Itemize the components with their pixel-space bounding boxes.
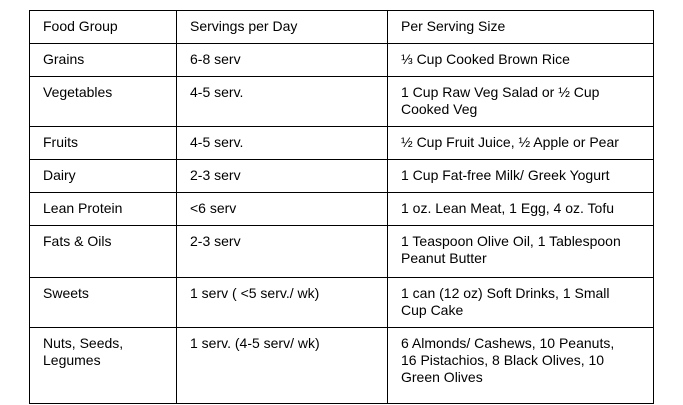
cell-servings-per-day: 6-8 serv bbox=[177, 44, 388, 77]
cell-food-group: Lean Protein bbox=[30, 193, 177, 226]
column-header-servings-per-day: Servings per Day bbox=[177, 11, 388, 44]
cell-food-group: Dairy bbox=[30, 160, 177, 193]
table-row bbox=[30, 193, 654, 226]
table-row bbox=[30, 127, 654, 160]
table-header bbox=[30, 11, 654, 44]
cell-food-group: Fruits bbox=[30, 127, 177, 160]
cell-servings-per-day: 2-3 serv bbox=[177, 226, 388, 278]
document-page bbox=[0, 10, 683, 405]
cell-servings-per-day: 4-5 serv. bbox=[177, 77, 388, 127]
cell-food-group: Fats & Oils bbox=[30, 226, 177, 278]
food-servings-table bbox=[29, 10, 654, 404]
table-row bbox=[30, 44, 654, 77]
table-row bbox=[30, 328, 654, 404]
cell-per-serving-size: 6 Almonds/ Cashews, 10 Peanuts, 16 Pistachios, 8 Black Olives, 10 Green Olives bbox=[388, 328, 654, 404]
table-row bbox=[30, 160, 654, 193]
column-header-per-serving-size: Per Serving Size bbox=[388, 11, 654, 44]
cell-food-group: Grains bbox=[30, 44, 177, 77]
table-row bbox=[30, 77, 654, 127]
cell-food-group: Nuts, Seeds, Legumes bbox=[30, 328, 177, 404]
cell-per-serving-size: 1 Teaspoon Olive Oil, 1 Tablespoon Peanut Butter bbox=[388, 226, 654, 278]
cell-per-serving-size: 1 can (12 oz) Soft Drinks, 1 Small Cup Cake bbox=[388, 278, 654, 328]
table-row bbox=[30, 278, 654, 328]
cell-per-serving-size: 1 Cup Raw Veg Salad or ½ Cup Cooked Veg bbox=[388, 77, 654, 127]
cell-per-serving-size: 1 oz. Lean Meat, 1 Egg, 4 oz. Tofu bbox=[388, 193, 654, 226]
cell-servings-per-day: 4-5 serv. bbox=[177, 127, 388, 160]
cell-servings-per-day: <6 serv bbox=[177, 193, 388, 226]
cell-food-group: Sweets bbox=[30, 278, 177, 328]
column-header-food-group: Food Group bbox=[30, 11, 177, 44]
cell-servings-per-day: 1 serv ( <5 serv./ wk) bbox=[177, 278, 388, 328]
table-body bbox=[30, 44, 654, 404]
table-row bbox=[30, 226, 654, 278]
cell-per-serving-size: 1 Cup Fat-free Milk/ Greek Yogurt bbox=[388, 160, 654, 193]
cell-per-serving-size: ⅓ Cup Cooked Brown Rice bbox=[388, 44, 654, 77]
cell-servings-per-day: 2-3 serv bbox=[177, 160, 388, 193]
cell-food-group: Vegetables bbox=[30, 77, 177, 127]
header-row bbox=[30, 11, 654, 44]
cell-servings-per-day: 1 serv. (4-5 serv/ wk) bbox=[177, 328, 388, 404]
cell-per-serving-size: ½ Cup Fruit Juice, ½ Apple or Pear bbox=[388, 127, 654, 160]
